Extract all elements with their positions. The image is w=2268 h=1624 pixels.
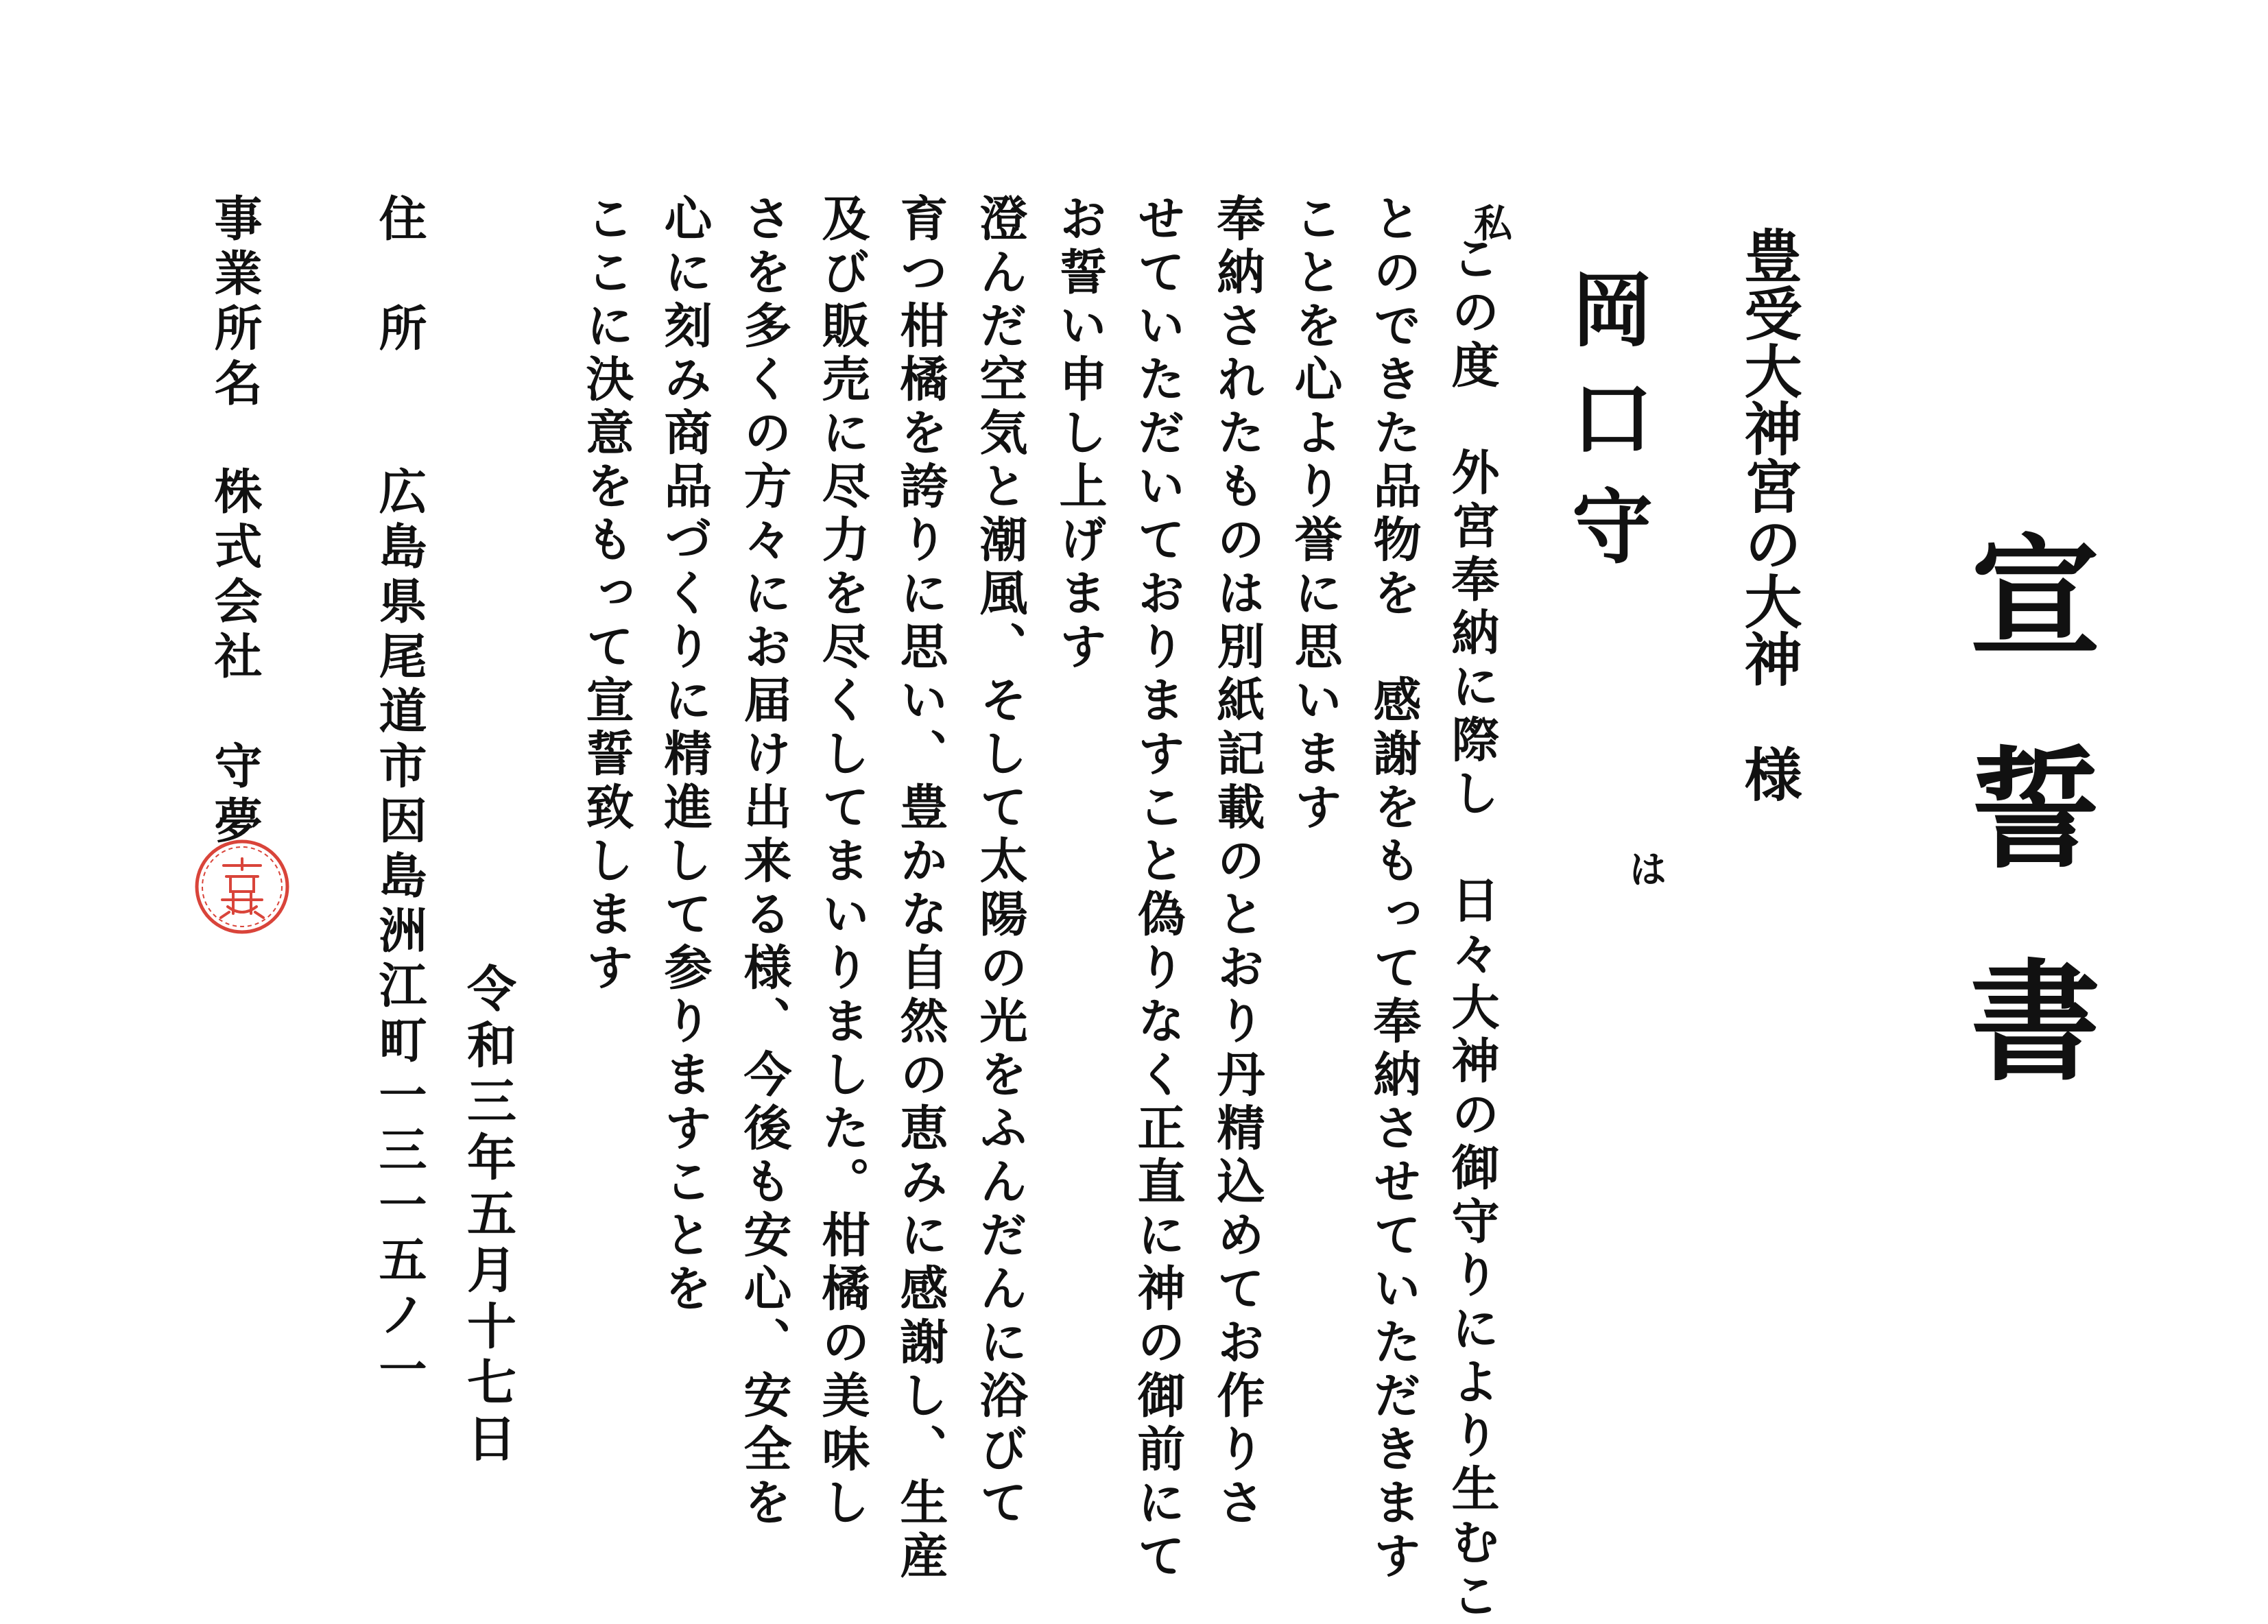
body-line-9: 及び販売に尽力を尽くしてまいりました。柑橘の美味し (814, 193, 871, 1531)
company-label: 事業所名 (206, 193, 263, 413)
address-label: 住 所 (371, 193, 428, 358)
address-value: 広島県尾道市因島洲江町一三一五ノ一 (371, 466, 428, 1399)
oath-prefix: 私 (1468, 203, 1513, 241)
body-line-5: せていただいておりますこと偽りなく正直に神の御前にて (1130, 193, 1186, 1584)
body-line-6: お誓い申し上げます (1051, 193, 1108, 675)
body-line-1: この度 外宮奉納に際し 日々大神の御守りにより生むこ (1444, 233, 1501, 1624)
body-line-2: とのできた品物を 感謝をもって奉納させていただきます (1365, 193, 1422, 1584)
oath-particle: は (1623, 849, 1668, 887)
honorific: 様 (1735, 745, 1803, 802)
addressee (1735, 226, 1803, 802)
document-date: 令和三年五月十七日 (459, 963, 517, 1469)
body-line-8: 育つ柑橘を誇りに思い、豊かな自然の恵みに感謝し、生産 (892, 193, 949, 1584)
body-line-3: ことを心より誉に思います (1287, 193, 1344, 835)
company-value: 株式会社 守夢 (206, 466, 263, 850)
body-line-12: ここに決意をもって宣誓致します (578, 193, 635, 996)
body-line-4: 奉納されたものは別紙記載のとおり丹精込めてお作りさ (1209, 193, 1266, 1531)
body-line-10: さを多くの方々にお届け出来る様、今後も安心、安全を (736, 193, 793, 1531)
addressee-name: 豊受大神宮の大神 (1735, 226, 1803, 687)
document-title: 宣誓書 (1948, 528, 2101, 1166)
body-line-11: 心に刻み商品づくりに精進して参りますことを (656, 193, 713, 1317)
oath-name: 岡口守 (1558, 267, 1654, 593)
body-line-7: 澄んだ空気と潮風、そして太陽の光をふんだんに浴びて (972, 193, 1029, 1531)
company-seal-icon (191, 835, 294, 938)
